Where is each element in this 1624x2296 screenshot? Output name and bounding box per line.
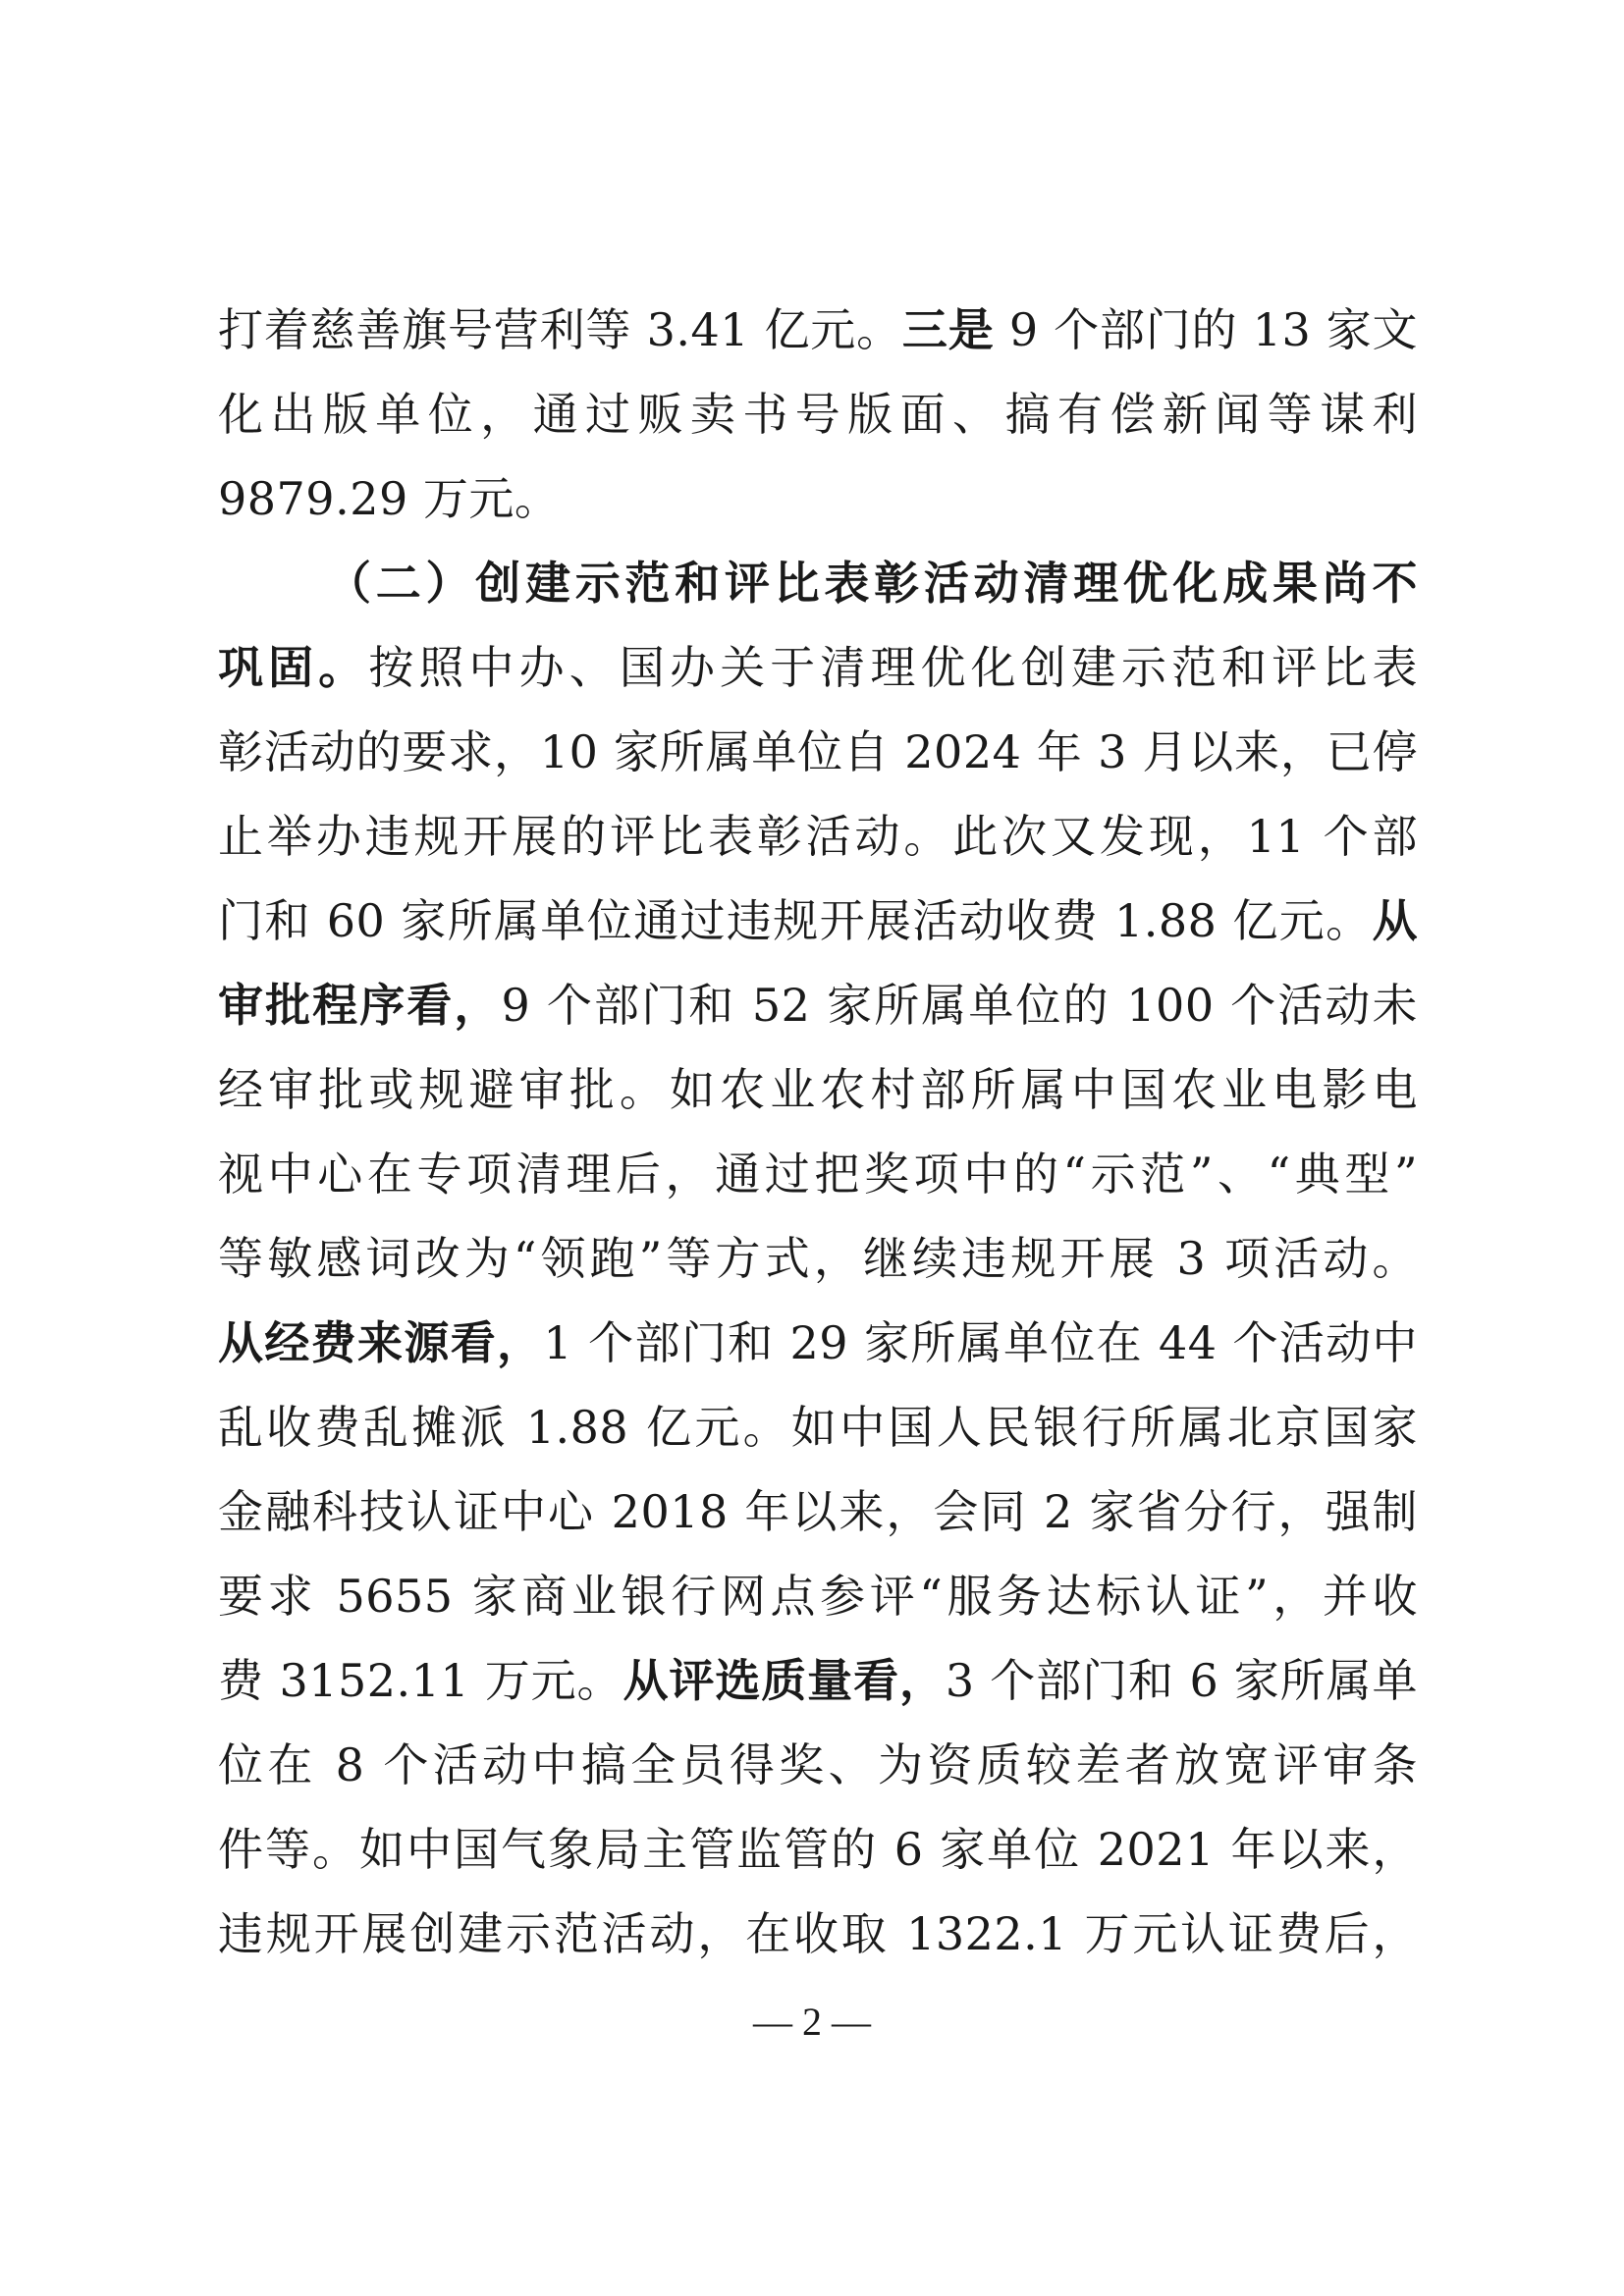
text-run: 9 个部门的 13 家文 — [994, 303, 1418, 356]
text-run: 乱收费乱摊派 1.88 亿元。如中国人民银行所属北京国家 — [218, 1401, 1418, 1454]
text-run: 经审批或规避审批。如农业农村部所属中国农业电影电 — [218, 1063, 1418, 1116]
text-line-6 — [218, 713, 1418, 791]
text-line-18 — [218, 1726, 1418, 1804]
text-line-14 — [218, 1388, 1418, 1467]
text-run: 止举办违规开展的评比表彰活动。此次又发现，11 个部 — [218, 810, 1418, 863]
text-run: 件等。如中国气象局主管监管的 6 家单位 2021 年以来， — [218, 1823, 1418, 1876]
text-run: 要求 5655 家商业银行网点参评“服务达标认证”，并收 — [218, 1570, 1418, 1623]
text-line-17 — [218, 1641, 1418, 1720]
text-line-7 — [218, 797, 1418, 876]
text-run: 违规开展创建示范活动，在收取 1322.1 万元认证费后， — [218, 1907, 1418, 1960]
text-line-15 — [218, 1472, 1418, 1551]
section-heading: （二）创建示范和评比表彰活动清理优化成果尚不 — [326, 557, 1418, 610]
text-run: 门和 60 家所属单位通过违规开展活动收费 1.88 亿元。 — [218, 894, 1373, 947]
text-run: 视中心在专项清理后，通过把奖项中的“示范”、“典型” — [218, 1148, 1418, 1201]
text-line-16 — [218, 1557, 1418, 1635]
text-run: 位在 8 个活动中搞全员得奖、为资质较差者放宽评审条 — [218, 1738, 1418, 1791]
section-heading-line — [218, 544, 1418, 622]
text-line-13 — [218, 1304, 1418, 1382]
text-line-12 — [218, 1219, 1418, 1298]
bold-lead-text: 三是 — [901, 303, 995, 356]
text-line-19 — [218, 1810, 1418, 1889]
text-run: 金融科技认证中心 2018 年以来，会同 2 家省分行，强制 — [218, 1485, 1418, 1538]
section-heading-end: 巩固。 — [218, 641, 369, 694]
text-line-3 — [218, 459, 1418, 538]
text-run: 化出版单位，通过贩卖书号版面、搞有偿新闻等谋利 — [218, 388, 1418, 441]
text-line-1 — [218, 291, 1418, 369]
page-number: — 2 — — [753, 2000, 871, 2044]
bold-lead-text: 从评选质量看， — [623, 1654, 946, 1707]
text-run: 打着慈善旗号营利等 3.41 亿元。 — [218, 303, 902, 356]
text-run: 费 3152.11 万元。 — [218, 1654, 623, 1707]
text-line-10 — [218, 1050, 1418, 1129]
text-run: 彰活动的要求，10 家所属单位自 2024 年 3 月以来，已停 — [218, 725, 1418, 778]
text-run: 9879.29 万元。 — [218, 472, 561, 525]
text-run: 9 个部门和 52 家所属单位的 100 个活动未 — [501, 979, 1418, 1032]
text-run: 按照中办、国办关于清理优化创建示范和评比表 — [368, 641, 1419, 694]
text-run: 1 个部门和 29 家所属单位在 44 个活动中 — [543, 1316, 1419, 1369]
bold-lead-text: 从 — [1372, 894, 1418, 947]
text-line-8 — [218, 881, 1418, 960]
text-line-20 — [218, 1895, 1418, 1973]
text-line-11 — [218, 1135, 1418, 1213]
text-line-2 — [218, 375, 1418, 454]
text-run: 等敏感词改为“领跑”等方式，继续违规开展 3 项活动。 — [218, 1232, 1418, 1285]
text-line-5 — [218, 628, 1418, 707]
bold-lead-text: 从经费来源看， — [218, 1316, 544, 1369]
text-run: 3 个部门和 6 家所属单 — [945, 1654, 1419, 1707]
bold-lead-text: 审批程序看， — [218, 979, 502, 1032]
text-line-9 — [218, 966, 1418, 1044]
